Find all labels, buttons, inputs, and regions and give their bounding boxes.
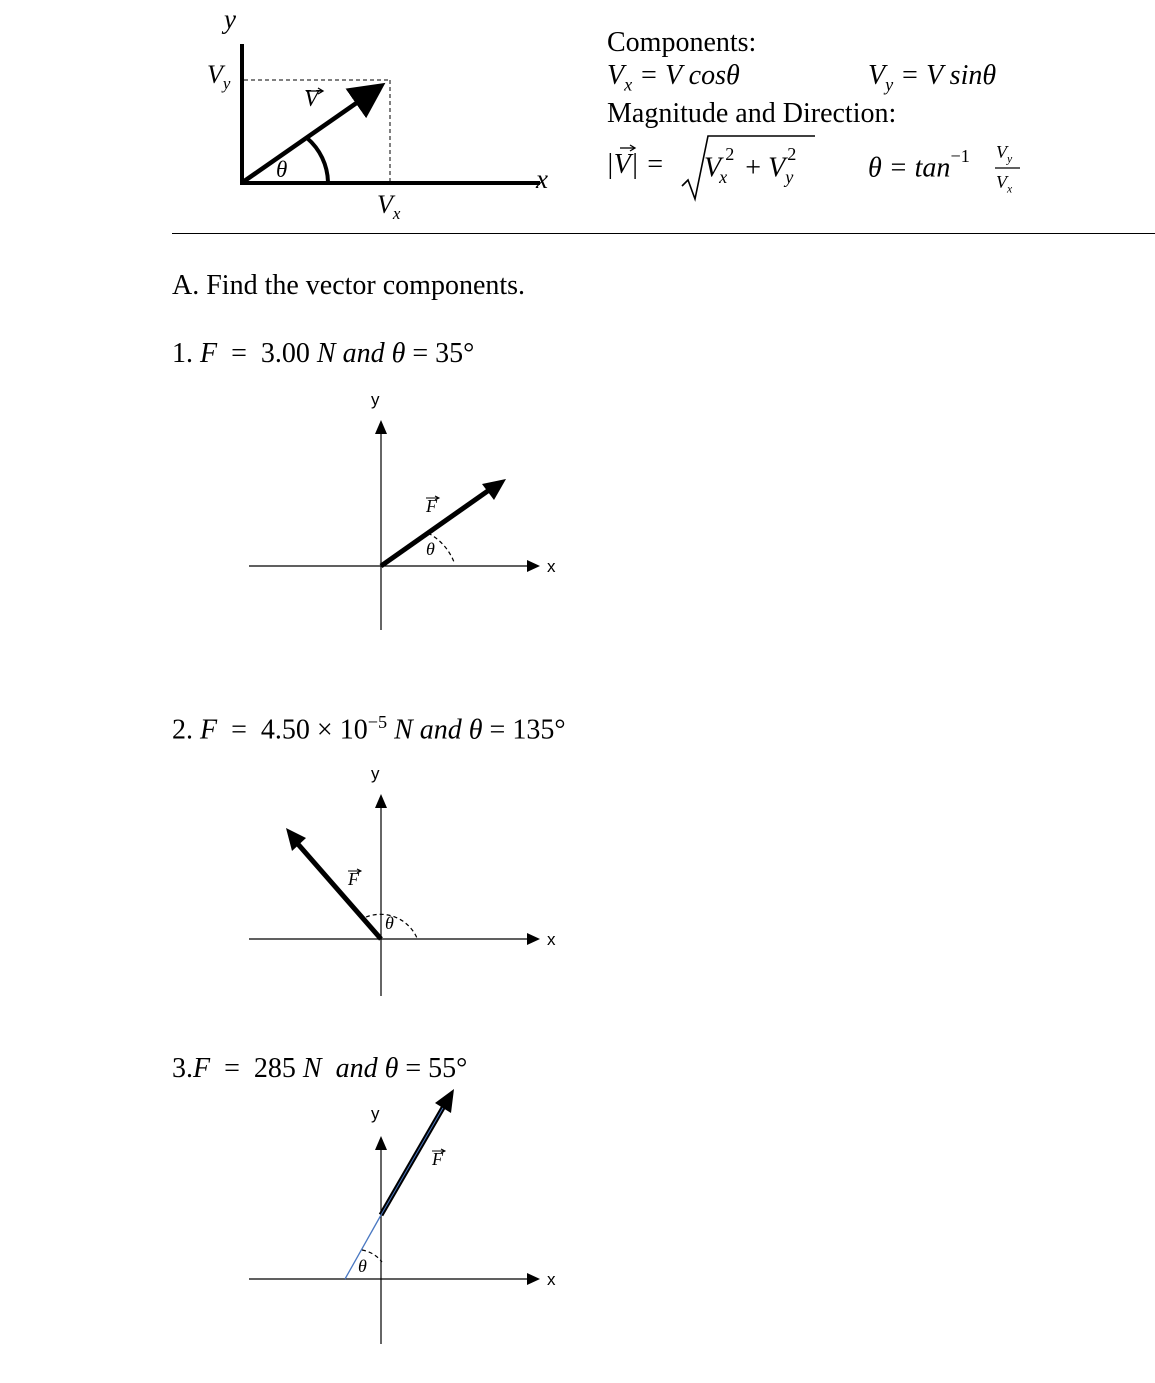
p2-x-arrowhead <box>527 933 540 945</box>
p3-force-label: F <box>432 1149 443 1169</box>
ref-theta-label: θ <box>276 157 288 182</box>
components-title: Components: <box>607 27 757 58</box>
ref-y-label: y <box>224 4 236 34</box>
vy-formula: $V_y = V$ sinθ <box>868 60 997 95</box>
problem-1-statement: 1. F = 3.00 N and θ = 35° <box>172 338 475 369</box>
ref-x-label: x <box>536 164 548 194</box>
magnitude-formula: |V| = <box>606 149 665 180</box>
vx-formula: $V_x = V$ cosθ <box>607 60 740 95</box>
p1-theta-label: θ <box>426 539 435 559</box>
magnitude-title: Magnitude and Direction: <box>607 98 897 129</box>
problem-1-diagram <box>249 420 540 630</box>
p3-theta-label: θ <box>358 1256 367 1276</box>
ref-v-label: V <box>304 86 319 112</box>
p3-x-label: x <box>547 1270 556 1289</box>
p2-force-vector <box>297 843 381 939</box>
direction-formula: $\theta = \tan^{-1}$ <box>868 146 970 184</box>
ref-vy-label: $V_y$ <box>207 60 231 94</box>
p1-y-arrowhead <box>375 420 387 434</box>
p3-x-arrowhead <box>527 1273 540 1285</box>
p2-force-label: F <box>348 869 359 889</box>
p3-y-arrowhead <box>375 1136 387 1150</box>
p3-y-label: y <box>371 1104 380 1123</box>
p1-x-label: x <box>547 557 556 576</box>
ref-vx-label: $V_x$ <box>377 190 401 224</box>
section-heading: A. Find the vector components. <box>172 270 526 301</box>
p2-y-label: y <box>371 764 380 783</box>
p1-force-label: F <box>426 496 437 516</box>
p2-theta-label: θ <box>385 913 394 933</box>
direction-numerator: $V_y$ <box>996 142 1013 166</box>
problem-2-statement: 2. $F = 4.50 \times 10^{-5}$ N and θ = 135° <box>172 712 566 746</box>
p2-x-label: x <box>547 930 556 949</box>
problem-3-statement: 3.F = 285 N and θ = 55° <box>172 1053 468 1084</box>
p2-y-arrowhead <box>375 794 387 808</box>
direction-denominator: $V_x$ <box>996 172 1013 196</box>
problem-3-diagram <box>249 1089 540 1344</box>
problem-2-diagram <box>249 794 540 996</box>
magnitude-radicand: $V_x^2 + V_y^2$ <box>704 144 797 187</box>
p1-y-label: y <box>371 390 380 409</box>
p1-x-arrowhead <box>527 560 540 572</box>
